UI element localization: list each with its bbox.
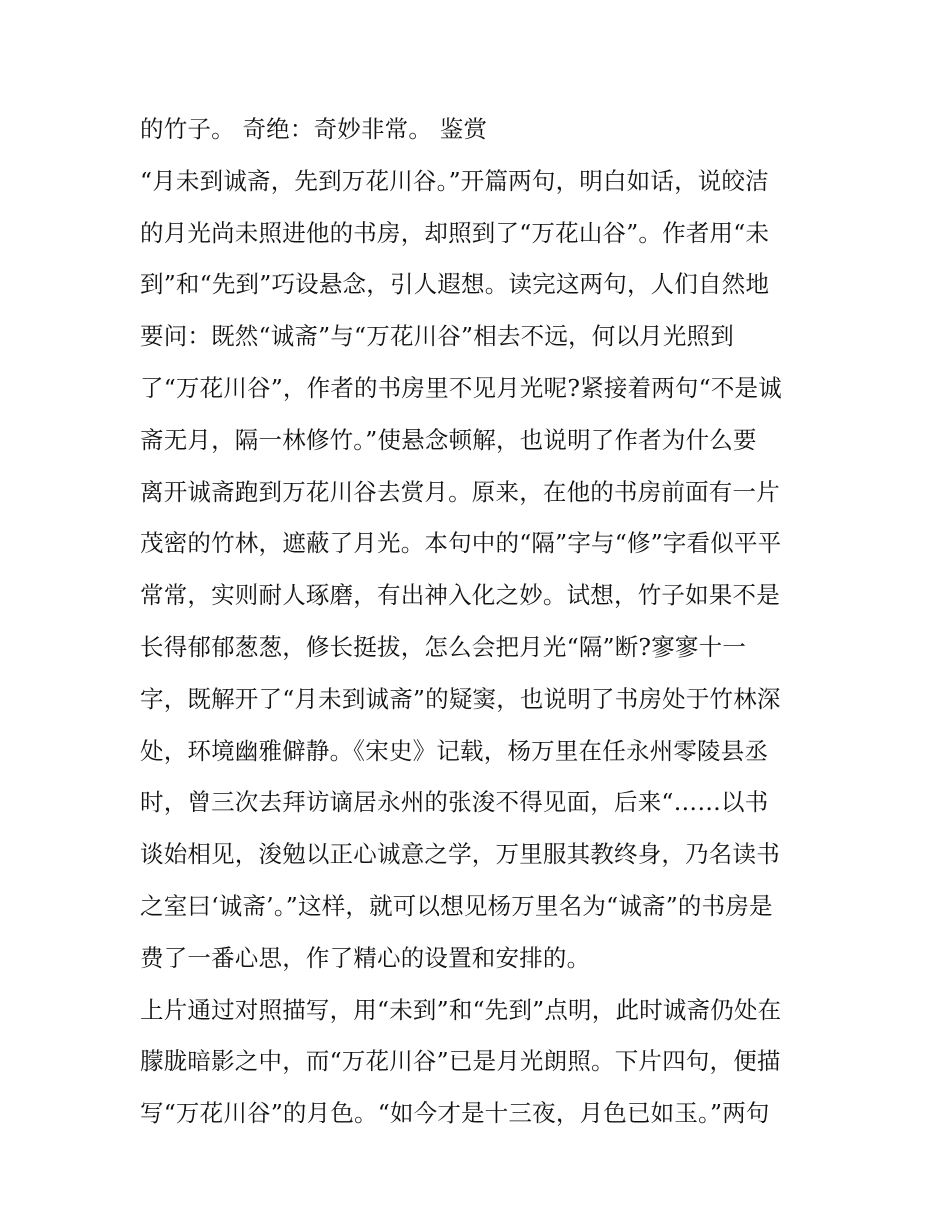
text-line: 到”和“先到”巧设悬念，引人遐想。读完这两句，人们自然地 xyxy=(140,270,770,299)
text-line: 时，曾三次去拜访谪居永州的张浚不得见面，后来“……以书 xyxy=(140,788,769,817)
text-line: 谈始相见，浚勉以正心诚意之学，万里服其教终身，乃名读书 xyxy=(140,840,780,869)
text-line: 茂密的竹林，遮蔽了月光。本句中的“隔”字与“修”字看似平平 xyxy=(140,529,782,558)
text-line: 费了一番心思，作了精心的设置和安排的。 xyxy=(140,943,591,972)
text-line: 要问：既然“诚斋”与“万花川谷”相去不远，何以月光照到 xyxy=(140,322,734,351)
text-line: 字，既解开了“月未到诚斋”的疑窦，也说明了书房处于竹林深 xyxy=(140,684,781,713)
text-line: 的竹子。 奇绝：奇妙非常。 鉴赏 xyxy=(140,115,488,143)
text-line: 常常，实则耐人琢磨，有出神入化之妙。试想，竹子如果不是 xyxy=(140,581,780,610)
text-line: 处，环境幽雅僻静。《宋史》记载，杨万里在任永州零陵县丞 xyxy=(140,736,769,765)
text-line: 之室曰‘诚斋’。”这样，就可以想见杨万里名为“诚斋”的书房是 xyxy=(140,891,773,920)
text-line: 上片通过对照描写，用“未到”和“先到”点明，此时诚斋仍处在 xyxy=(140,995,782,1024)
text-line: 了“万花川谷”，作者的书房里不见月光呢?紧接着两句“不是诚 xyxy=(140,373,782,402)
text-line: 的月光尚未照进他的书房，却照到了“万花山谷”。作者用“未 xyxy=(140,218,770,247)
text-line: 写“万花川谷”的月色。“如今才是十三夜，月色已如玉。”两句 xyxy=(140,1099,770,1128)
text-line: 长得郁郁葱葱，修长挺拔，怎么会把月光“隔”断?寥寥十一 xyxy=(140,632,747,661)
text-line: 斋无月，隔一林修竹。”使悬念顿解，也说明了作者为什么要 xyxy=(140,425,757,454)
body-text xyxy=(140,110,820,1146)
text-line: “月未到诚斋，先到万花川谷。”开篇两句，明白如话，说皎洁 xyxy=(140,166,769,195)
text-line: 离开诚斋跑到万花川谷去赏月。原来，在他的书房前面有一片 xyxy=(140,477,780,506)
text-line: 朦胧暗影之中，而“万花川谷”已是月光朗照。下片四句，便描 xyxy=(140,1047,781,1076)
